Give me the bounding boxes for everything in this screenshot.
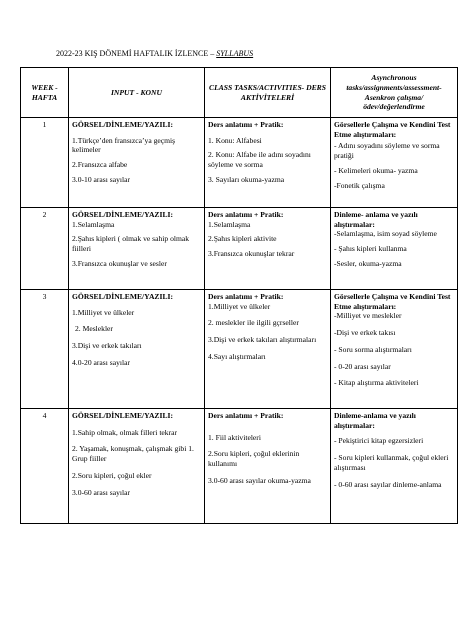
async-item: -Milliyet ve meslekler bbox=[334, 311, 402, 321]
input-item: 1.Sahip olmak, olmak filleri tekrar bbox=[72, 427, 178, 437]
input-item: 3.0-10 arası sayılar bbox=[72, 174, 130, 184]
input-title: GÖRSEL/DİNLEME/YAZILI: bbox=[72, 120, 173, 129]
table-row bbox=[21, 118, 458, 208]
async-cell bbox=[331, 118, 458, 208]
input-item: 1.Türkçe’den fransızca’ya geçmiş kelimeler bbox=[72, 135, 176, 155]
async-title: Görsellerle Çalışma ve Kendini Test Etme alıştırmaları: bbox=[334, 120, 451, 139]
async-item: - Soru sorma alıştırmaları bbox=[334, 344, 412, 354]
tasks-cell bbox=[205, 290, 331, 409]
async-item: - 0-60 arası sayılar dinleme-anlama bbox=[334, 479, 442, 489]
header-week: WEEK - HAFTA bbox=[21, 68, 69, 118]
tasks-item: 1. Fiil aktiviteleri bbox=[208, 432, 261, 442]
input-item: 2.Şahıs kipleri ( olmak ve sahip olmak fiilleri bbox=[72, 234, 190, 254]
async-item: -Dişi ve erkek takısı bbox=[334, 328, 396, 338]
tasks-item: 1.Milliyet ve ülkeler bbox=[208, 301, 271, 311]
tasks-item: 1.Selamlaşma bbox=[208, 219, 251, 229]
tasks-title: Ders anlatımı + Pratik: bbox=[208, 411, 284, 420]
tasks-item: 2.Soru kipleri, çoğul eklerinin kullanımı bbox=[208, 449, 300, 469]
tasks-title: Ders anlatımı + Pratik: bbox=[208, 120, 284, 129]
tasks-item: 3. Sayıları okuma-yazma bbox=[208, 174, 285, 184]
table-row bbox=[21, 290, 458, 409]
async-title: Dinleme-anlama ve yazılı alıştırmalar: bbox=[334, 411, 416, 430]
document-title bbox=[56, 49, 456, 59]
input-item: 4.0-20 arası sayılar bbox=[72, 357, 130, 367]
table-row bbox=[21, 208, 458, 290]
input-cell bbox=[69, 290, 205, 409]
syllabus-table bbox=[20, 67, 458, 524]
week-number: 4 bbox=[21, 409, 69, 524]
input-cell bbox=[69, 208, 205, 290]
header-async bbox=[331, 68, 458, 118]
tasks-title: Ders anlatımı + Pratik: bbox=[208, 210, 284, 219]
input-item: 1.Selamlaşma bbox=[72, 219, 115, 229]
tasks-cell bbox=[205, 208, 331, 290]
week-number: 2 bbox=[21, 208, 69, 290]
tasks-item: 2. meslekler ile ilgili gçrseller bbox=[208, 318, 299, 328]
tasks-item: 2. Konu: Alfabe ile adını soyadını söyleme ve sorma bbox=[208, 150, 311, 170]
async-item: - 0-20 arası sayılar bbox=[334, 361, 391, 371]
header-async-line1: Asynchronous tasks/assignments/assessment- bbox=[346, 73, 442, 92]
async-item: -Selamlaşma, isim soyad söyleme bbox=[334, 229, 437, 239]
async-cell bbox=[331, 290, 458, 409]
input-title: GÖRSEL/DİNLEME/YAZILI: bbox=[72, 292, 173, 301]
input-item: 1.Milliyet ve ülkeler bbox=[72, 307, 135, 317]
input-title: GÖRSEL/DİNLEME/YAZILI: bbox=[72, 411, 173, 420]
input-item: 2.Fransızca alfabe bbox=[72, 160, 128, 170]
async-cell bbox=[331, 409, 458, 524]
title-prefix: 2022-23 KIŞ DÖNEMİ HAFTALIK İZLENCE – bbox=[56, 49, 217, 58]
input-cell bbox=[69, 409, 205, 524]
tasks-title: Ders anlatımı + Pratik: bbox=[208, 292, 284, 301]
async-title: Dinleme- anlama ve yazılı alıştırmalar: bbox=[334, 210, 418, 229]
week-number: 1 bbox=[21, 118, 69, 208]
table-row bbox=[21, 409, 458, 524]
input-item: 2.Soru kipleri, çoğul ekler bbox=[72, 470, 152, 480]
input-item: 3.0-60 arası sayılar bbox=[72, 487, 130, 497]
week-number: 3 bbox=[21, 290, 69, 409]
header-class-tasks: CLASS TASKS/ACTIVITIES- DERS AKTİVİTELERİ bbox=[205, 68, 331, 118]
tasks-cell bbox=[205, 409, 331, 524]
async-cell bbox=[331, 208, 458, 290]
tasks-item: 2.Şahıs kipleri aktivite bbox=[208, 234, 277, 244]
async-item: - Pekiştirici kitap egzersizleri bbox=[334, 436, 424, 446]
async-item: - Kelimeleri okuma- yazma bbox=[334, 165, 418, 175]
input-title: GÖRSEL/DİNLEME/YAZILI: bbox=[72, 210, 173, 219]
async-item: -Fonetik çalışma bbox=[334, 180, 385, 190]
header-async-line2: Asenkron çalışma/ödev/değerlendirme bbox=[363, 92, 425, 112]
tasks-cell bbox=[205, 118, 331, 208]
tasks-item: 3.Fransızca okunuşlar tekrar bbox=[208, 249, 295, 259]
async-item: - Adını soyadını söyleme ve sorma pratiği bbox=[334, 141, 440, 161]
tasks-item: 3.Dişi ve erkek takıları alıştırmaları bbox=[208, 335, 317, 345]
input-item: 2. Meslekler bbox=[75, 324, 113, 334]
input-item: 2. Yaşamak, konuşmak, çalışmak gibi 1. Grup fiiller bbox=[72, 444, 194, 464]
header-input: INPUT - KONU bbox=[69, 68, 205, 118]
tasks-item: 3.0-60 arası sayılar okuma-yazma bbox=[208, 475, 311, 485]
input-cell bbox=[69, 118, 205, 208]
async-item: - Soru kipleri kullanmak, çoğul ekleri alıştırması bbox=[334, 453, 449, 472]
input-item: 3.Dişi ve erkek takıları bbox=[72, 341, 142, 351]
tasks-item: 1. Konu: Alfabesi bbox=[208, 135, 262, 145]
tasks-item: 4.Sayı alıştırmaları bbox=[208, 351, 266, 361]
async-item: -Sesler, okuma-yazma bbox=[334, 258, 402, 268]
async-title: Görsellerle Çalışma ve Kendini Test Etme alıştırmaları: bbox=[334, 292, 451, 311]
header-row bbox=[21, 68, 458, 118]
input-item: 3.Fransızca okunuşlar ve sesler bbox=[72, 258, 167, 268]
title-syllabus: SYLLABUS bbox=[216, 49, 254, 58]
async-item: - Kitap alıştırma aktiviteleri bbox=[334, 378, 419, 388]
async-item: - Şahıs kipleri kullanma bbox=[334, 244, 407, 254]
